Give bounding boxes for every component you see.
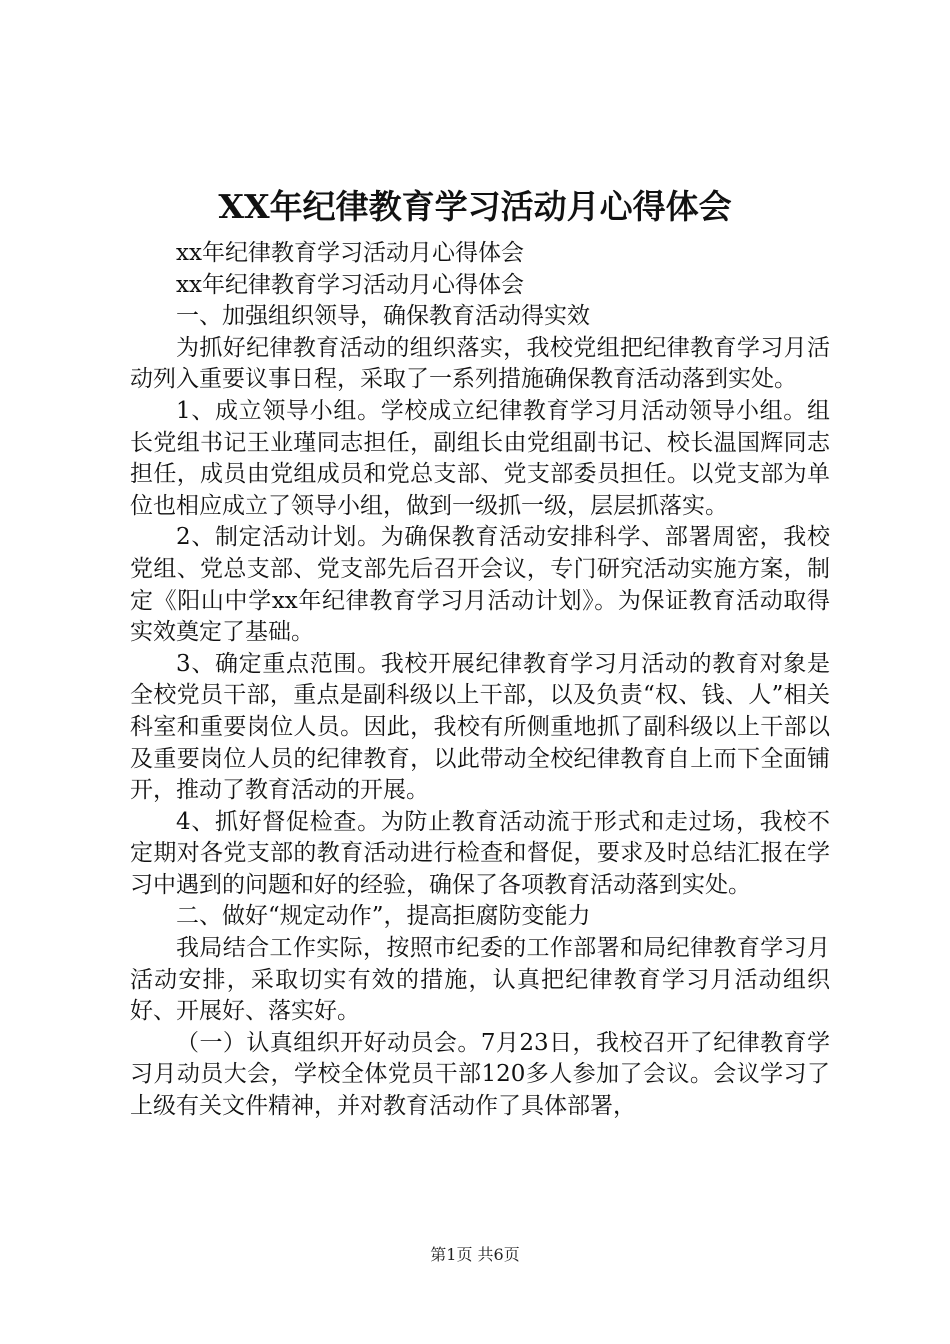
body-paragraph: 2、制定活动计划。为确保教育活动安排科学、部署周密，我校党组、党总支部、党支部先后召开会议，专门研究活动实施方案，制定《阳山中学xx年纪律教育学习月活动计划》。为保证教育活动取得实效奠定了基础。 [130,524,830,646]
body-paragraph: 1、成立领导小组。学校成立纪律教育学习月活动领导小组。组长党组书记王业瑾同志担任，副组长由党组副书记、校长温国辉同志担任，成员由党组成员和党总支部、党支部委员担任。以党支部为单位也相应成立了领导小组，做到一级抓一级，层层抓落实。 [130,397,830,519]
document-body [130,238,830,1123]
subtitle-line: xx年纪律教育学习活动月心得体会 [176,240,524,266]
body-paragraph: 4、抓好督促检查。为防止教育活动流于形式和走过场，我校不定期对各党支部的教育活动进行检查和督促，要求及时总结汇报在学习中遇到的问题和好的经验，确保了各项教育活动落到实处。 [130,808,830,898]
body-paragraph: （一）认真组织开好动员会。7月23日，我校召开了纪律教育学习月动员大会，学校全体党员干部120多人参加了会议。会议学习了上级有关文件精神，并对教育活动作了具体部署， [130,1029,830,1120]
document-title: XX年纪律教育学习活动月心得体会 [218,187,732,226]
page-footer: 第1页 共6页 [430,1245,520,1264]
subtitle-line: xx年纪律教育学习活动月心得体会 [176,271,524,298]
body-paragraph: 3、确定重点范围。我校开展纪律教育学习月活动的教育对象是全校党员干部，重点是副科级以上干部，以及负责“权、钱、人”相关科室和重要岗位人员。因此，我校有所侧重地抓了副科级以上干部以及重要岗位人员的纪律教育，以此带动全校纪律教育自上而下全面铺开，推动了教育活动的开展。 [130,650,830,804]
section-heading: 二、做好“规定动作”，提高拒腐防变能力 [176,903,591,930]
section-heading: 一、加强组织领导，确保教育活动得实效 [176,303,590,330]
body-paragraph: 为抓好纪律教育活动的组织落实，我校党组把纪律教育学习月活动列入重要议事日程，采取了一系列措施确保教育活动落到实处。 [130,334,830,393]
body-paragraph: 我局结合工作实际，按照市纪委的工作部署和局纪律教育学习月活动安排，采取切实有效的措施，认真把纪律教育学习月活动组织好、开展好、落实好。 [130,935,830,1025]
